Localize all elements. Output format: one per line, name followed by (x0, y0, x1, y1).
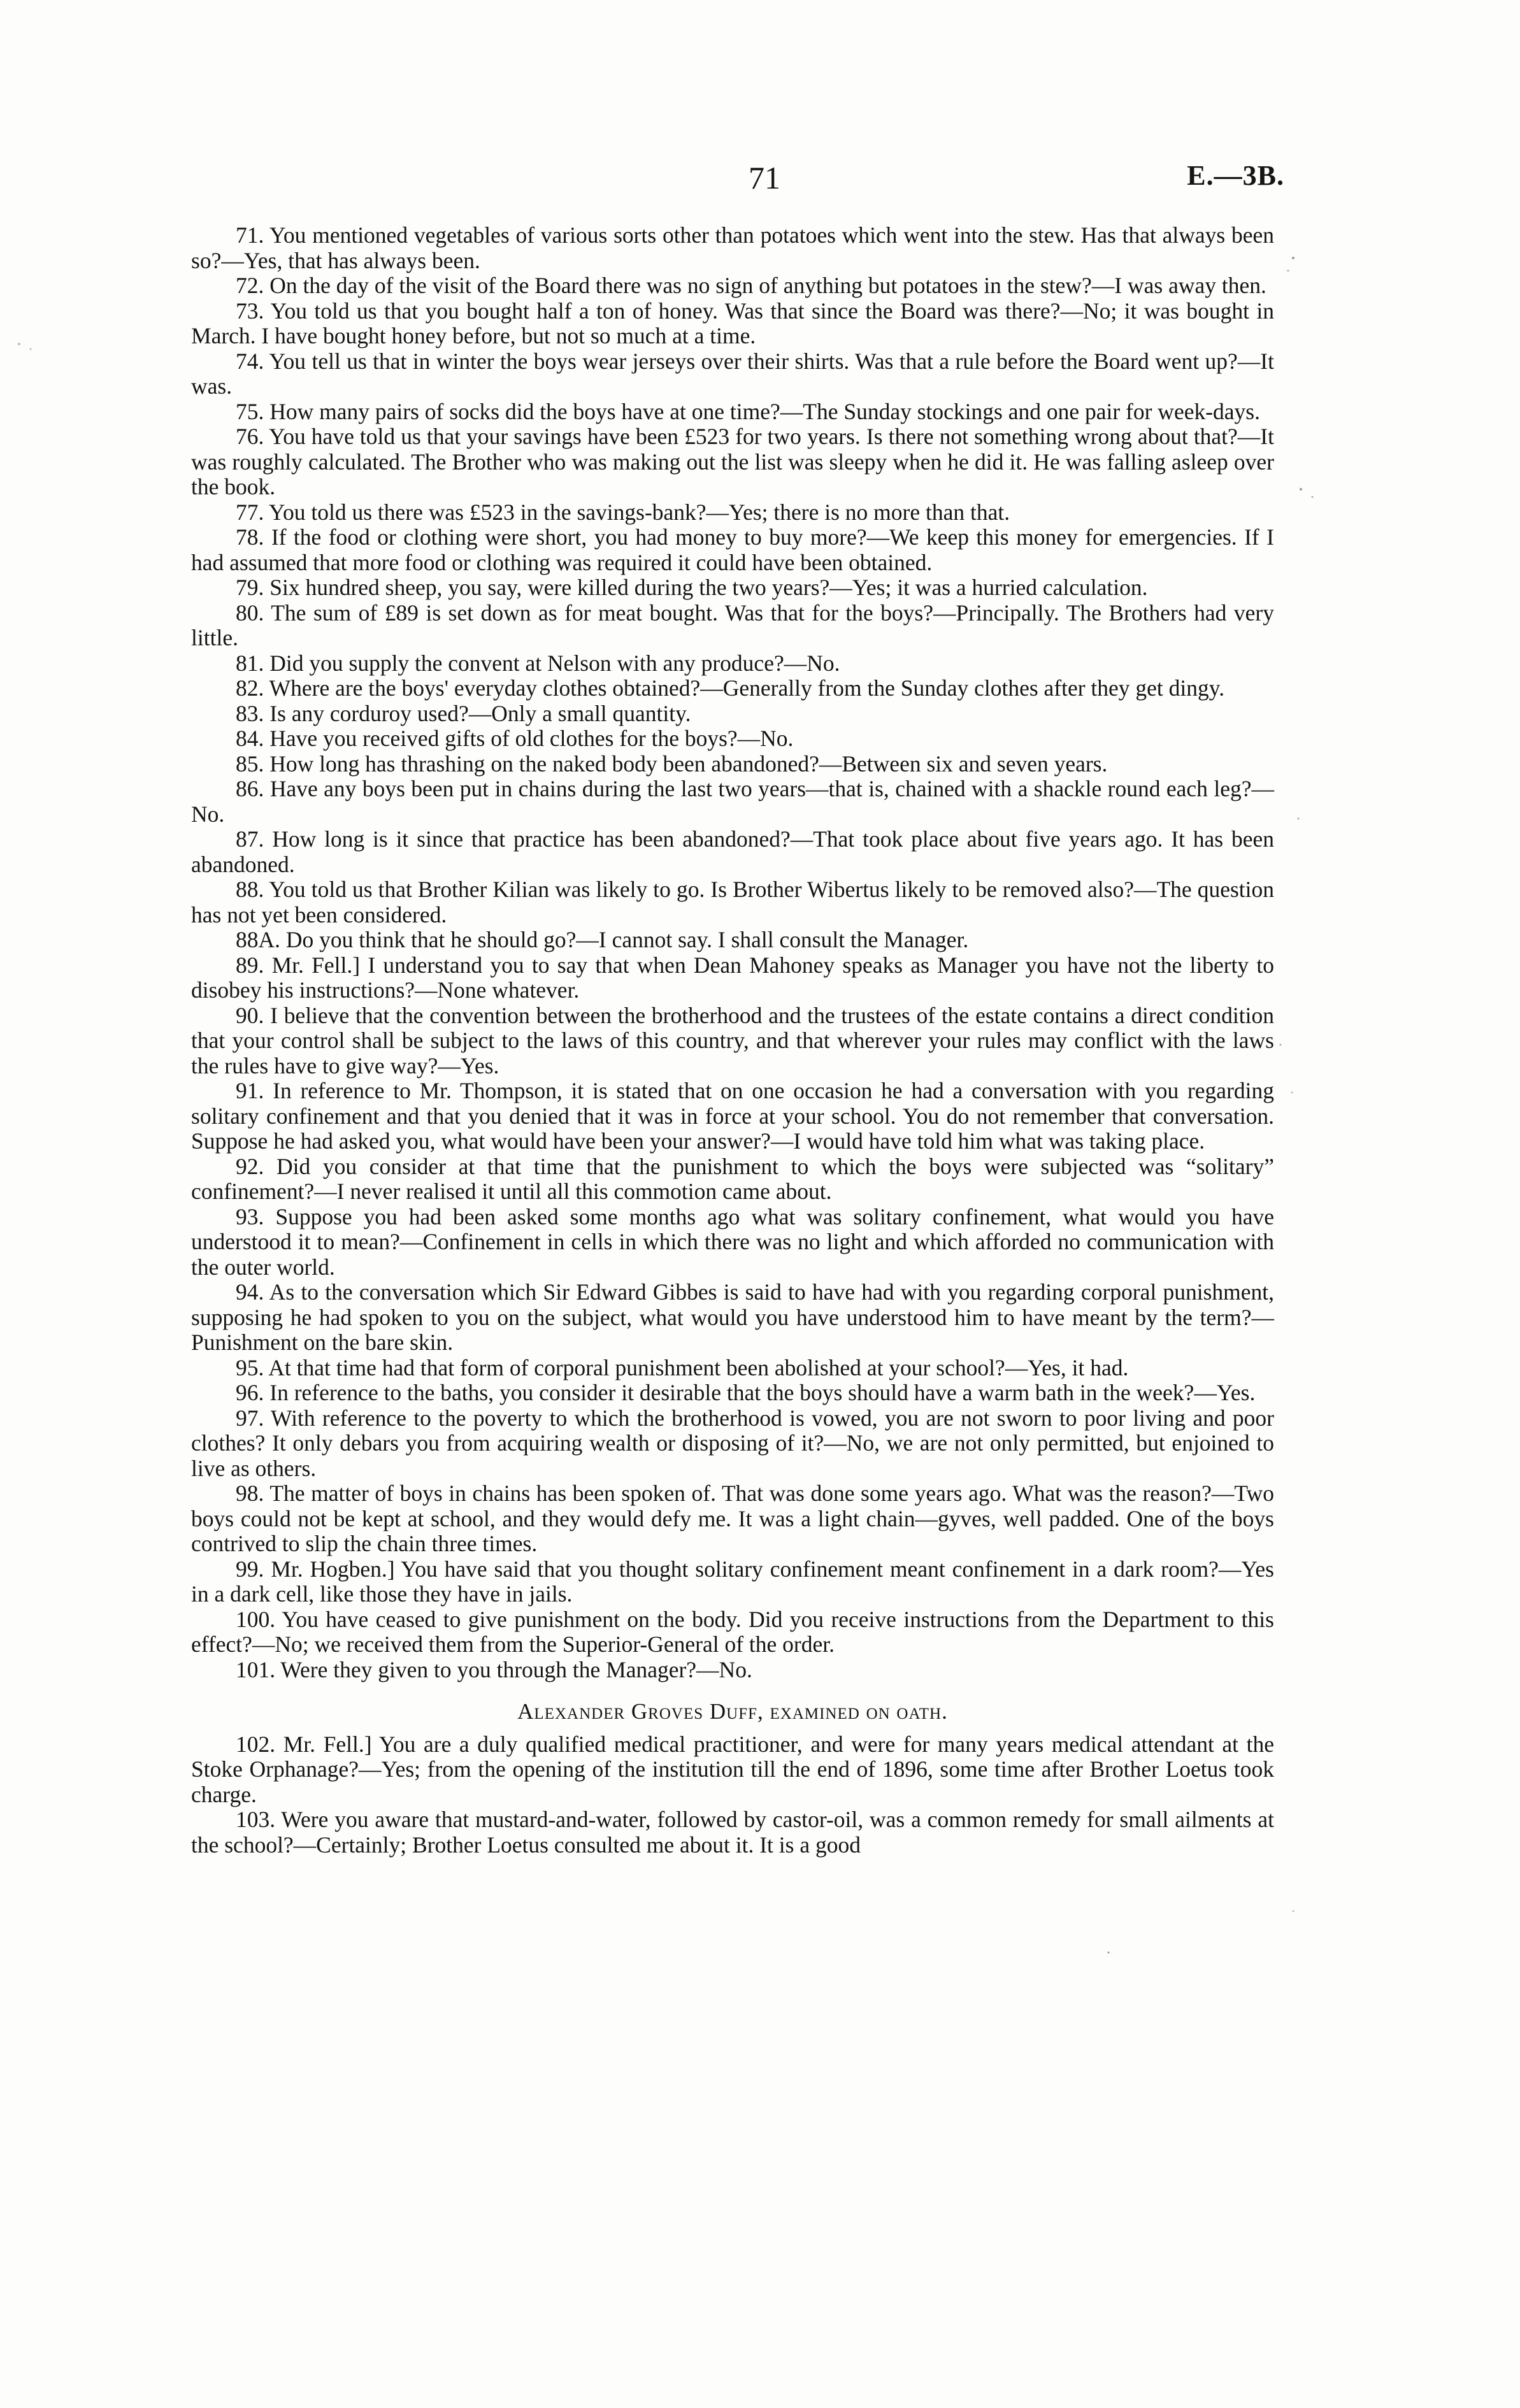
witness-heading: Alexander Groves Duff, examined on oath. (517, 1699, 948, 1724)
paragraph-100: 100. You have ceased to give punishment on the body. Did you receive instructions from the Department to this effect?—No; we received them from the Superior-General of the order. (191, 1606, 1274, 1657)
paragraph-76: 76. You have told us that your savings have been £523 for two years. Is there not something wrong about that?—It was roughly calculated. The Brother who was making out the list was sleepy when he did it. He was falling asleep over the book. (191, 424, 1274, 499)
paragraph-95: 95. At that time had that form of corporal punishment been abolished at your school?—Yes, it had. (236, 1354, 1129, 1380)
paragraph-71: 71. You mentioned vegetables of various sorts other than potatoes which went into the stew. Has that always been so?—Yes, that has always been. (191, 222, 1274, 273)
paragraph-85: 85. How long has thrashing on the naked body been abandoned?—Between six and seven years. (236, 750, 1108, 777)
paragraph-94: 94. As to the conversation which Sir Edward Gibbes is said to have had with you regarding corporal punishment, supposing he had spoken to you on the subject, what would you have understood him to have meant by the term?—Punishment on the bare skin. (191, 1279, 1274, 1355)
paragraph-81: 81. Did you supply the convent at Nelson with any produce?—No. (236, 650, 840, 676)
paragraph-78: 78. If the food or clothing were short, you had money to buy more?—We keep this money for emergencies. If I had assumed that more food or clothing was required it could have been obtained. (191, 524, 1274, 575)
paragraph-90: 90. I believe that the convention between the brotherhood and the trustees of the estate contains a direct condition that your control shall be subject to the laws of this country, and that wherever your rules may conflict with the laws the rules have to give way?—Yes. (191, 1002, 1274, 1079)
paragraph-101: 101. Were they given to you through the Manager?—No. (236, 1656, 752, 1682)
page-number: 71 (749, 160, 780, 196)
paragraph-88a: 88A. Do you think that he should go?—I cannot say. I shall consult the Manager. (236, 927, 969, 952)
paragraph-99: 99. Mr. Hogben.] You have said that you thought solitary confinement meant confinement in a dark room?—Yes in a dark cell, like those they have in jails. (191, 1556, 1274, 1607)
paragraph-102: 102. Mr. Fell.] You are a duly qualified medical practitioner, and were for many years medical attendant at the Stoke Orphanage?—Yes; from the opening of the institution till the end of 1896, some time after Brother Loetus took charge. (191, 1731, 1274, 1807)
paragraph-75: 75. How many pairs of socks did the boys have at one time?—The Sunday stockings and one pair for week-days. (236, 398, 1260, 424)
paragraph-91: 91. In reference to Mr. Thompson, it is stated that on one occasion he had a conversation with you regarding solitary confinement and that you denied that it was in force at your school. You do not remember that conversation. Suppose he had asked you, what would have been your answer?—I would have told him what was taking place. (191, 1078, 1274, 1154)
paragraph-77: 77. You told us there was £523 in the savings-bank?—Yes; there is no more than that. (236, 499, 1010, 525)
paragraph-87: 87. How long is it since that practice has been abandoned?—That took place about five years ago. It has been abandoned. (191, 826, 1274, 877)
paragraph-74: 74. You tell us that in winter the boys wear jerseys over their shirts. Was that a rule before the Board went up?—It was. (191, 348, 1274, 399)
paragraph-98: 98. The matter of boys in chains has been spoken of. That was done some years ago. What was the reason?—Two boys could not be kept at school, and they would defy me. It was a light chain—gyves, well padded. One of the boys contrived to slip the chain three times. (191, 1480, 1274, 1556)
paragraph-88: 88. You told us that Brother Kilian was likely to go. Is Brother Wibertus likely to be removed also?—The question has not yet been considered. (191, 877, 1274, 928)
paragraph-80: 80. The sum of £89 is set down as for meat bought. Was that for the boys?—Principally. The Brothers had very little. (191, 599, 1274, 650)
paragraph-84: 84. Have you received gifts of old clothes for the boys?—No. (236, 726, 794, 751)
paragraph-82: 82. Where are the boys' everyday clothes obtained?—Generally from the Sunday clothes after they get dingy. (236, 675, 1225, 701)
paragraph-97: 97. With reference to the poverty to which the brotherhood is vowed, you are not sworn to poor living and poor clothes? It only debars you from acquiring wealth or disposing of it?—No, we are not only permitted, but enjoined to live as others. (191, 1405, 1274, 1481)
paragraph-86: 86. Have any boys been put in chains during the last two years—that is, chained with a shackle round each leg?—No. (191, 776, 1274, 827)
paragraph-89: 89. Mr. Fell.] I understand you to say that when Dean Mahoney speaks as Manager you have not the liberty to disobey his instructions?—None whatever. (191, 952, 1274, 1003)
document-reference: E.—3B. (1187, 160, 1284, 191)
paragraph-103: 103. Were you aware that mustard-and-water, followed by castor-oil, was a common remedy for small ailments at the school?—Certainly; Brother Loetus consulted me about it. It is a good (191, 1807, 1274, 1858)
paragraph-73: 73. You told us that you bought half a ton of honey. Was that since the Board was there?—No; it was bought in March. I have bought honey before, but not so much at a time. (191, 297, 1274, 348)
paragraph-83: 83. Is any corduroy used?—Only a small quantity. (236, 700, 691, 726)
paragraph-92: 92. Did you consider at that time that the punishment to which the boys were subjected was “solitary” confinement?—I never realised it until all this commotion came about. (191, 1153, 1274, 1204)
paragraph-79: 79. Six hundred sheep, you say, were killed during the two years?—Yes; it was a hurried calculation. (236, 575, 1148, 600)
paragraph-96: 96. In reference to the baths, you consider it desirable that the boys should have a warm bath in the week?—Yes. (236, 1380, 1256, 1405)
paragraph-93: 93. Suppose you had been asked some months ago what was solitary confinement, what would you have understood it to mean?—Confinement in cells in which there was no light and which afforded no communication with the outer world. (191, 1203, 1274, 1280)
paragraph-72: 72. On the day of the visit of the Board there was no sign of anything but potatoes in the stew?—I was away then. (236, 273, 1266, 298)
